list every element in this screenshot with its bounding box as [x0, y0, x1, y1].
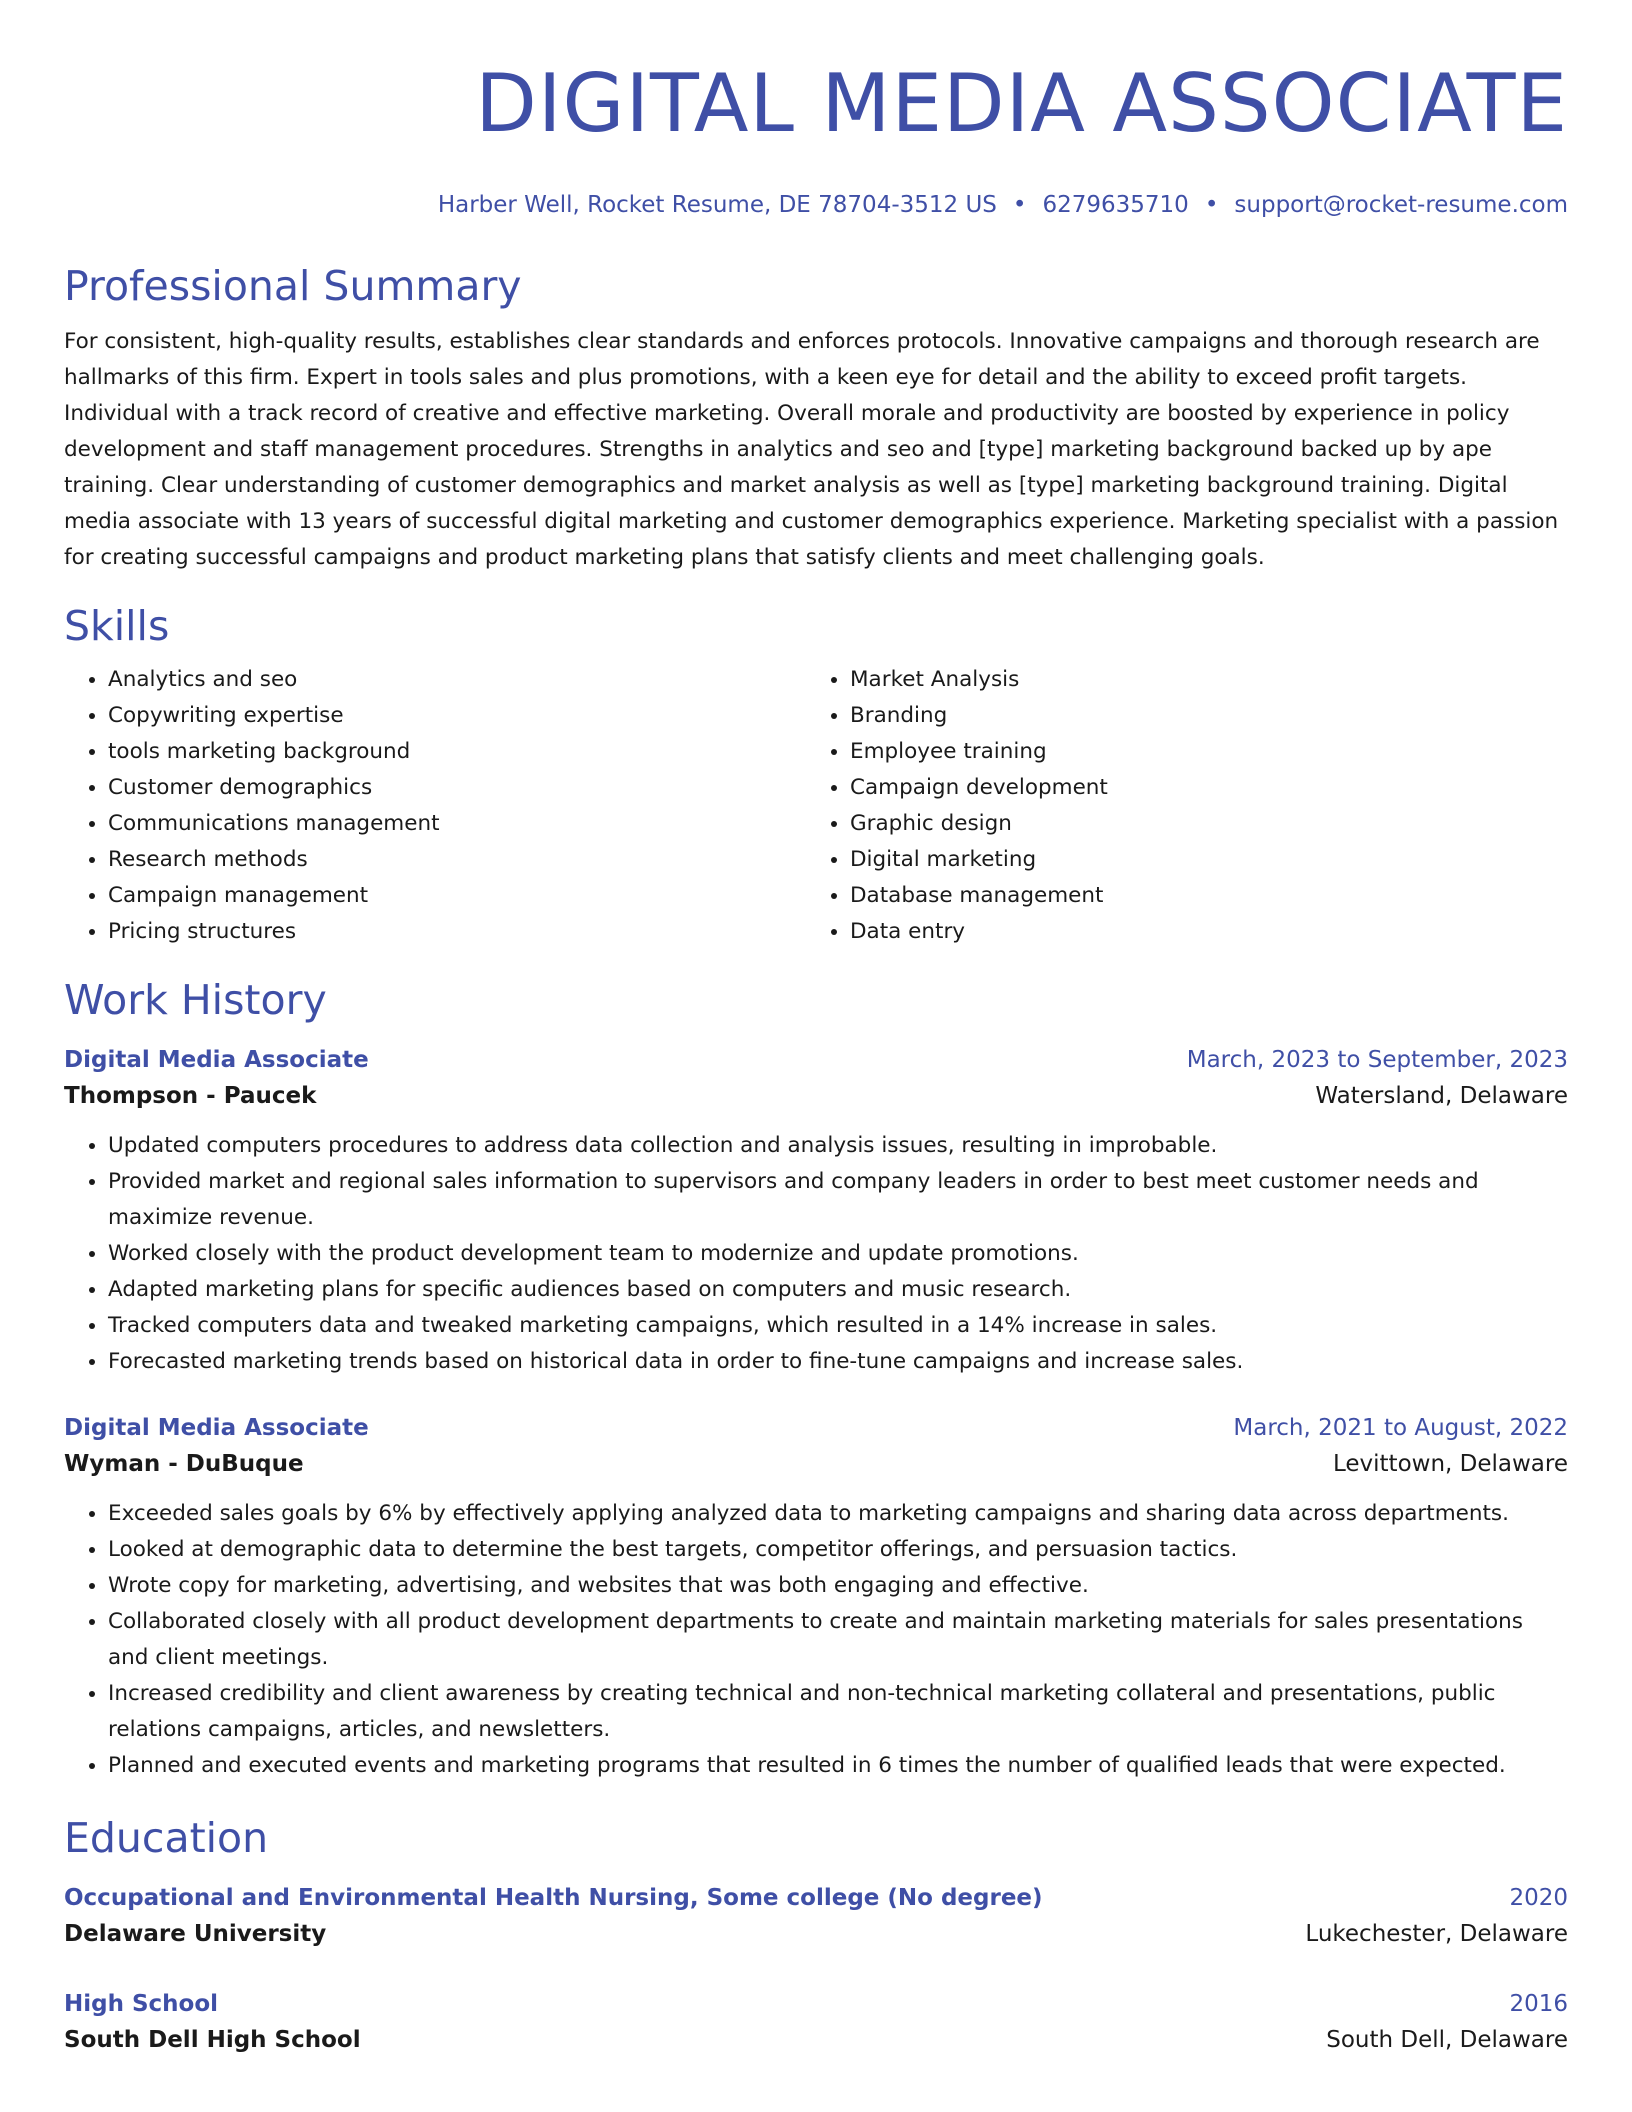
skill-item: • Database management: [850, 878, 1568, 914]
work-history-section: [64, 976, 1568, 1784]
job-header-row: [64, 1042, 1568, 1078]
job-header-row: [64, 1410, 1568, 1446]
skill-item: • Digital marketing: [850, 842, 1568, 878]
education-school: South Dell High School: [64, 2027, 361, 2053]
job-bullet: • Provided market and regional sales information to supervisors and company leaders in order to best meet customer needs and maximize revenue.: [108, 1164, 1568, 1236]
job-bullet: • Looked at demographic data to determine the best targets, competitor offerings, and persuasion tactics.: [108, 1532, 1568, 1568]
job-location: Watersland, Delaware: [1315, 1083, 1568, 1109]
skill-item: • Analytics and seo: [108, 662, 806, 698]
skill-item: • tools marketing background: [108, 734, 806, 770]
job-entry: [64, 1042, 1568, 1380]
summary-section: [64, 262, 1568, 576]
education-school-row: [64, 1916, 1568, 1952]
skill-item: • Copywriting expertise: [108, 698, 806, 734]
job-bullet: • Increased credibility and client awareness by creating technical and non-technical marketing collateral and presentations, public relations campaigns, articles, and newsletters.: [108, 1676, 1568, 1748]
skills-list-right: [806, 662, 1568, 950]
resume-header: [64, 56, 1568, 220]
contact-address: Harber Well, Rocket Resume, DE 78704-3512 US: [437, 192, 997, 218]
job-bullet: • Planned and executed events and marketing programs that resulted in 6 times the number of qualified leads that were expected.: [108, 1748, 1568, 1784]
summary-text: For consistent, high-quality results, establishes clear standards and enforces protocols. Innovative campaigns and thorough research are hallmarks of this firm. Expert in tools sales and plus promotions, with a keen eye for detail and the ability to exceed profit targets. Individual with a track record of creative and effective marketing. Overall morale and productivity are boosted by experience in policy development and staff management procedures. Strengths in analytics and seo and [type] marketing background backed up by ape training. Clear understanding of customer demographics and market analysis as well as [type] marketing background training. Digital media associate with 13 years of successful digital marketing and customer demographics experience. Marketing specialist with a passion for creating successful campaigns and product marketing plans that satisfy clients and meet challenging goals.: [64, 329, 1559, 570]
contact-separator: •: [1012, 192, 1027, 218]
skill-item: • Data entry: [850, 914, 1568, 950]
skill-item: • Employee training: [850, 734, 1568, 770]
skill-item: • Branding: [850, 698, 1568, 734]
skill-item: • Campaign development: [850, 770, 1568, 806]
skill-item: • Graphic design: [850, 806, 1568, 842]
job-employer-row: [64, 1446, 1568, 1482]
education-degree: Occupational and Environmental Health Nursing, Some college (No degree): [64, 1885, 1043, 1911]
education-degree: High School: [64, 1991, 219, 2017]
job-location: Levittown, Delaware: [1332, 1451, 1568, 1477]
skills-section: [64, 602, 1568, 950]
skill-item: • Research methods: [108, 842, 806, 878]
skill-item: • Customer demographics: [108, 770, 806, 806]
job-bullet: • Wrote copy for marketing, advertising, and websites that was both engaging and effective.: [108, 1568, 1568, 1604]
education-header-row: [64, 1986, 1568, 2022]
skills-grid: [64, 662, 1568, 950]
skill-item: • Communications management: [108, 806, 806, 842]
job-bullet: • Updated computers procedures to address data collection and analysis issues, resulting in improbable.: [108, 1128, 1568, 1164]
education-entry: [64, 1880, 1568, 1952]
job-bullets: [64, 1496, 1568, 1784]
work-history-heading: Work History: [64, 976, 327, 1024]
job-bullet: • Exceeded sales goals by 6% by effectively applying analyzed data to marketing campaigns and sharing data across departments.: [108, 1496, 1568, 1532]
job-dates: March, 2021 to August, 2022: [1233, 1415, 1568, 1441]
job-bullet: • Worked closely with the product development team to modernize and update promotions.: [108, 1236, 1568, 1272]
education-year: 2020: [1509, 1885, 1568, 1911]
job-employer: Wyman - DuBuque: [64, 1451, 304, 1477]
education-heading: Education: [64, 1814, 269, 1862]
skill-item: • Campaign management: [108, 878, 806, 914]
job-dates: March, 2023 to September, 2023: [1186, 1047, 1568, 1073]
education-location: Lukechester, Delaware: [1305, 1921, 1568, 1947]
contact-email[interactable]: support@rocket-resume.com: [1234, 192, 1568, 218]
education-section: [64, 1814, 1568, 2058]
job-bullets: [64, 1128, 1568, 1380]
education-entry: [64, 1986, 1568, 2058]
skill-item: • Pricing structures: [108, 914, 806, 950]
job-bullet: • Adapted marketing plans for specific audiences based on computers and music research.: [108, 1272, 1568, 1308]
summary-heading: Professional Summary: [64, 262, 522, 310]
skills-heading: Skills: [64, 602, 170, 650]
candidate-title: DIGITAL MEDIA ASSOCIATE: [475, 57, 1568, 150]
contact-phone[interactable]: 6279635710: [1042, 192, 1189, 218]
education-school-row: [64, 2022, 1568, 2058]
job-entry: [64, 1410, 1568, 1784]
job-employer-row: [64, 1078, 1568, 1114]
contact-line: [64, 190, 1568, 220]
contact-separator: •: [1204, 192, 1219, 218]
job-employer: Thompson - Paucek: [64, 1083, 317, 1109]
education-year: 2016: [1509, 1991, 1568, 2017]
job-bullet: • Collaborated closely with all product development departments to create and maintain marketing materials for sales presentations and client meetings.: [108, 1604, 1568, 1676]
education-location: South Dell, Delaware: [1326, 2027, 1568, 2053]
education-school: Delaware University: [64, 1921, 327, 1947]
job-bullet: • Tracked computers data and tweaked marketing campaigns, which resulted in a 14% increase in sales.: [108, 1308, 1568, 1344]
job-title: Digital Media Associate: [64, 1415, 369, 1441]
education-header-row: [64, 1880, 1568, 1916]
job-title: Digital Media Associate: [64, 1047, 369, 1073]
skills-list-left: [64, 662, 806, 950]
job-bullet: • Forecasted marketing trends based on historical data in order to fine-tune campaigns and increase sales.: [108, 1344, 1568, 1380]
skill-item: • Market Analysis: [850, 662, 1568, 698]
